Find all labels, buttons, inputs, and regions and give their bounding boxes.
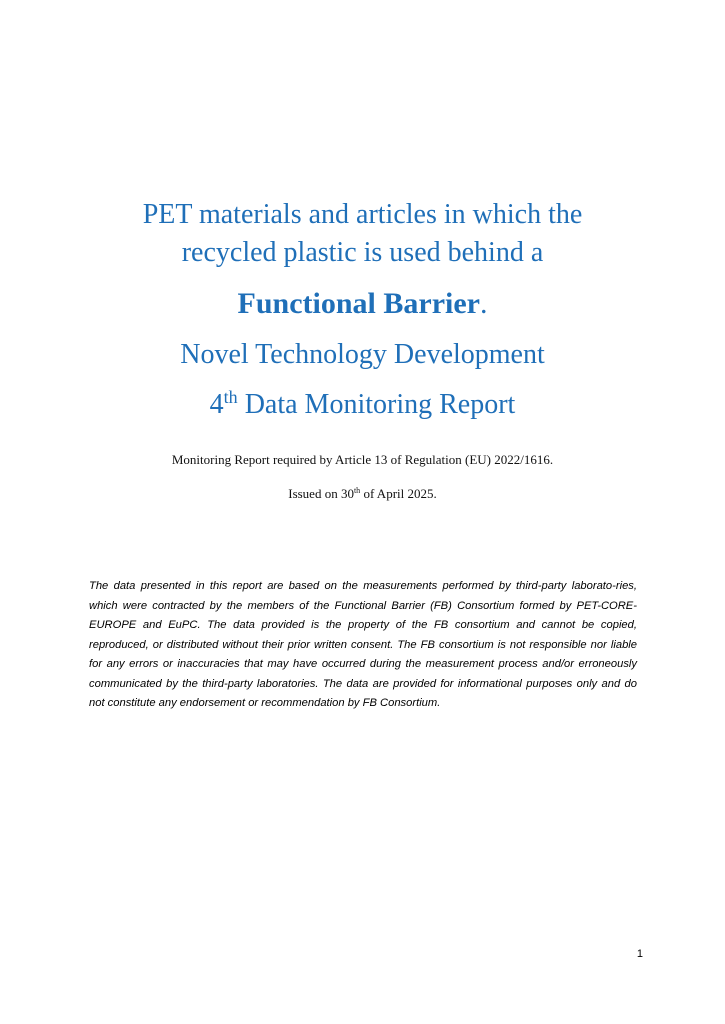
- report-title: [0, 386, 725, 424]
- issued-prefix: Issued on 30: [288, 486, 354, 501]
- monitoring-requirement: Monitoring Report required by Article 13 of Regulation (EU) 2022/1616.: [171, 452, 554, 467]
- report-title-rest: Data Monitoring Report: [237, 389, 516, 420]
- report-ordinal: th: [223, 387, 238, 407]
- novel-technology-heading: Novel Technology Development: [180, 339, 545, 370]
- functional-barrier-text: Functional Barrier: [237, 287, 480, 320]
- title-line-1: PET materials and articles in which the: [142, 199, 583, 230]
- page-number: 1: [636, 948, 643, 960]
- document-title-block: [0, 196, 725, 424]
- report-number: 4: [209, 389, 224, 420]
- issued-date: [0, 486, 725, 502]
- disclaimer-paragraph: The data presented in this report are based on the measurements performed by third-party laborato-ries, which were contracted by the members of the Functional Barrier (FB) Consortium formed by PET-CORE-EUROPE and EuPC. The data provided is the property of the FB consortium and cannot be copied, reproduced, or distributed without their prior written consent. The FB consortium is not responsible nor liable for any errors or inaccuracies that may have occurred during the measurement process and/or erroneously communicated by the third-party laboratories. The data are provided for informational purposes only and do not constitute any endorsement or recommendation by FB Consortium.: [89, 580, 637, 709]
- functional-barrier-heading: [0, 285, 725, 323]
- issued-suffix: of April 2025.: [360, 486, 437, 501]
- functional-barrier-period: .: [479, 287, 488, 320]
- title-line-2: recycled plastic is used behind a: [181, 237, 544, 268]
- issued-ordinal: th: [353, 486, 361, 495]
